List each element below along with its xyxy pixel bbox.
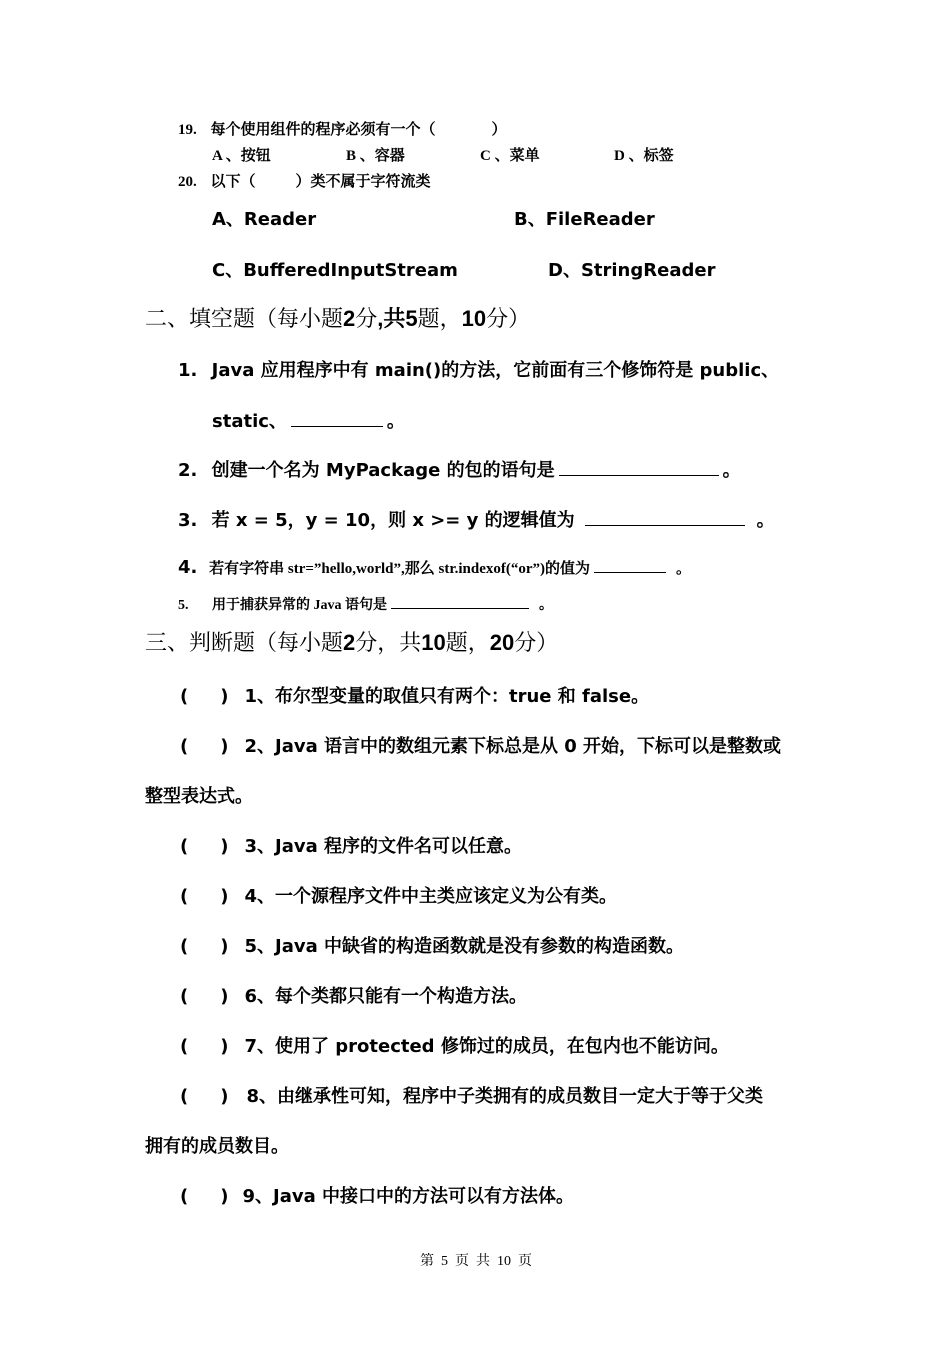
answer-blank[interactable] [559,457,719,476]
fill-item-4: 4. 若有字符串 str=”hello,world”,那么 str.indexof(“or”)的值为 。 [178,557,692,578]
judge-item-8-continued: 拥有的成员数目。 [145,1136,289,1157]
fill-item-1: 1. Java 应用程序中有 main()的方法，它前面有三个修饰符是 public、 [178,360,780,381]
question-20 [178,170,431,191]
judge-item-8: ( ) 8、由继承性可知，程序中子类拥有的成员数目一定大于等于父类 [180,1086,763,1107]
fill-item-5: 5. 用于捕获异常的 Java 语句是 。 [178,594,553,614]
section-3-title: 三、判断题（每小题2分，共10题，20分） [145,630,559,656]
answer-blank[interactable] [391,594,529,609]
fill-item-2: 2. 创建一个名为 MyPackage 的包的语句是 。 [178,456,741,482]
page-footer: 第 5 页 共 10 页 [420,1254,532,1269]
q20-option-b: B、FileReader [514,209,655,230]
q19-option-b: B 、容器 [346,148,405,164]
fill-item-1-continued: static、 。 [212,407,405,433]
judge-item-2: ( ) 2、Java 语言中的数组元素下标总是从 0 开始，下标可以是整数或 [180,736,782,757]
judge-item-5: ( ) 5、Java 中缺省的构造函数就是没有参数的构造函数。 [180,936,684,957]
q19-option-c: C 、菜单 [480,148,540,164]
section-2-title: 二、填空题（每小题2分,共5题，10分） [145,306,531,332]
fill-item-3: 3. 若 x = 5，y = 10，则 x >= y 的逻辑值为 。 [178,506,775,532]
question-stem-end: ） [491,122,507,138]
q20-option-a: A、Reader [212,209,317,230]
judge-item-2-continued: 整型表达式。 [145,786,253,807]
question-stem-end: ）类不属于字符流类 [295,174,431,190]
judge-item-9: ( ) 9、Java 中接口中的方法可以有方法体。 [180,1186,574,1207]
judge-item-7: ( ) 7、使用了 protected 修饰过的成员，在包内也不能访问。 [180,1036,729,1057]
question-stem: 以下（ [210,174,256,190]
judge-item-1: ( ) 1、布尔型变量的取值只有两个：true 和 false。 [180,686,650,707]
q20-option-d: D、StringReader [548,260,716,281]
q19-option-a: A 、按钮 [212,148,271,164]
answer-blank[interactable] [585,507,745,526]
answer-blank[interactable] [594,558,666,573]
question-number: 19. [178,122,197,138]
judge-item-3: ( ) 3、Java 程序的文件名可以任意。 [180,836,522,857]
judge-item-6: ( ) 6、每个类都只能有一个构造方法。 [180,986,527,1007]
question-19 [178,118,507,139]
answer-blank[interactable] [291,408,383,427]
question-stem: 每个使用组件的程序必须有一个（ [210,122,436,138]
q19-option-d: D 、标签 [614,148,674,164]
judge-item-4: ( ) 4、一个源程序文件中主类应该定义为公有类。 [180,886,617,907]
q20-option-c: C、BufferedInputStream [212,260,458,281]
question-number: 20. [178,174,197,190]
